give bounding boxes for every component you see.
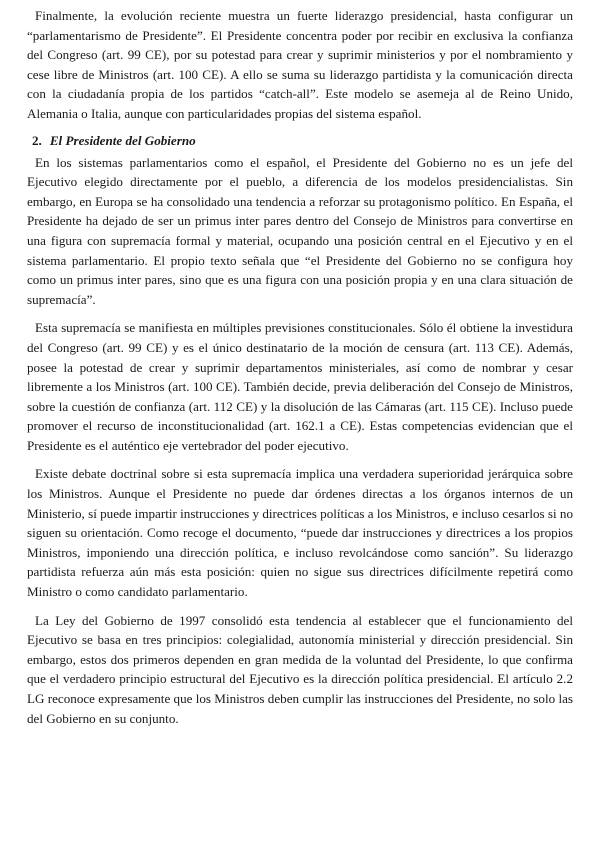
document-page	[27, 6, 573, 728]
section-heading	[27, 131, 573, 150]
section-title: El Presidente del Gobierno	[49, 132, 196, 148]
paragraph-4: La Ley del Gobierno de 1997 consolidó esta tendencia al establecer que el funcionamiento del Ejecutivo se basa en tres principios: colegialidad, autonomía ministerial y dirección presidencial. Sin embargo, estos dos primeros dependen en gran medida de la voluntad del Presidente, lo que confirma que el verdadero principio estructural del Ejecutivo es la dirección política presidencial. El artículo 2.2 LG reconoce expresamente que los Ministros deben cumplir las instrucciones del Presidente, no solo las del Gobierno en su conjunto.	[27, 612, 573, 726]
paragraph-3: Existe debate doctrinal sobre si esta supremacía implica una verdadera superioridad jerárquica sobre los Ministros. Aunque el Presidente no puede dar órdenes directas a los órganos internos de un Ministerio, sí puede impartir instrucciones y directrices políticas a los Ministros, e incluso cesarlos si no siguen su orientación. Como recoge el documento, “puede dar instrucciones y directrices a los propios Ministros, imponiendo una dirección política, e incluso revolcándose como sanción”. Su liderazgo partidista refuerza aún más esta posición: quien no sigue sus directrices difícilmente repetirá como Ministro o como candidato parlamentario.	[27, 466, 573, 600]
section-number: 2.	[32, 132, 42, 148]
intro-paragraph: Finalmente, la evolución reciente muestra un fuerte liderazgo presidencial, hasta configurar un “parlamentarismo de Presidente”. El Presidente concentra poder por recibir en exclusiva la confianza del Congreso (art. 99 CE), por su potestad para crear y suprimir ministerios y por el nombramiento y cese libre de Ministros (art. 100 CE). A ello se suma su liderazgo partidista y la comunicación directa con la ciudadanía propia de los partidos “catch-all”. Este modelo se asemeja al de Reino Unido, Alemania o Italia, aunque con particularidades propias del sistema español.	[27, 8, 573, 121]
paragraph-1: En los sistemas parlamentarios como el español, el Presidente del Gobierno no es un jefe del Ejecutivo elegido directamente por el pueblo, a diferencia de los modelos presidencialistas. Sin embargo, en Europa se ha consolidado una tendencia a reforzar su protagonismo político. En España, el Presidente ha dejado de ser un primus inter pares dentro del Consejo de Ministros para convertirse en una figura con supremacía formal y material, ocupando una posición central en el Ejecutivo y en el sistema parlamentario. El propio texto señala que “el Presidente del Gobierno no se configura hoy como un primus inter pares, sino que es una figura con una posición propia y en una clara situación de supremacía”.	[27, 154, 573, 307]
paragraph-2: Esta supremacía se manifiesta en múltiples previsiones constitucionales. Sólo él obtiene la investidura del Congreso (art. 99 CE) y es el único destinatario de la moción de censura (art. 113 CE). Además, posee la potestad de crear y suprimir departamentos ministeriales, así como de nombrar y cesar libremente a los Ministros (art. 100 CE). También decide, previa deliberación del Consejo de Ministros, sobre la cuestión de confianza (art. 112 CE) y la disolución de las Cámaras (art. 115 CE). Incluso puede promover el recurso de inconstitucionalidad (art. 162.1 a CE). Estas competencias evidencian que el Presidente es el auténtico eje vertebrador del poder ejecutivo.	[27, 320, 573, 453]
